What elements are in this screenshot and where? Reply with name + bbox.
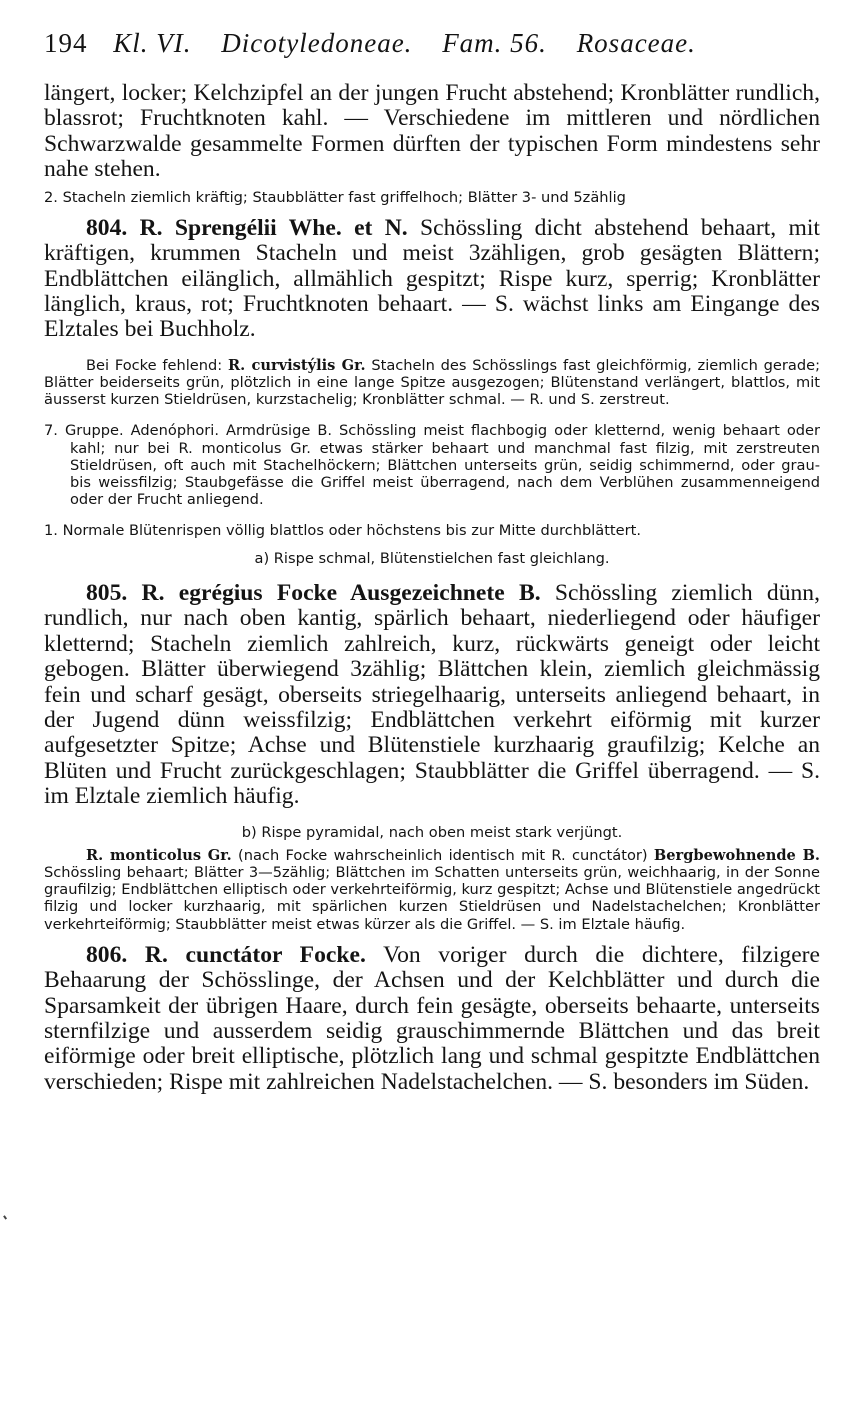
page-number: 194 bbox=[44, 28, 88, 58]
species-804-description: Schössling dicht abstehend behaart, mit kräftigen, krummen Stacheln und meist 3zähligen, grob gesägten Blättern; Endblättchen eilänglich, allmählich gespitzt; Rispe kurz, sperrig; Kronblätter länglich, kraus, rot; Fruchtknoten behaart. — S. wächst links am Eingange des Elztales bei Buchholz. bbox=[44, 214, 820, 343]
species-806 bbox=[44, 943, 820, 1095]
species-804 bbox=[44, 216, 820, 343]
book-page bbox=[44, 28, 820, 1095]
group-7: 7. Gruppe. Adenóphori. Armdrüsige B. Schössling meist flachbogig oder kletternd, wenig behaart oder kahl; nur bei R. monticolus Gr. etwas stärker behaart und manchmal fast filzig, mit zerstreuten Stieldrüsen, oft auch mit Stachelhöckern; Blättchen unterseits grün, seidig schimmernd, oder grau- bis weissfilzig; Staubgefässe die Griffel meist überragend, nach dem Verblühen zusammenneigend oder der Frucht anliegend. bbox=[44, 422, 820, 509]
note-monticolus bbox=[44, 847, 820, 933]
family-number: Fam. 56. bbox=[442, 28, 547, 58]
species-806-description: Von voriger durch die dichtere, filzigere Behaarung der Schösslinge, der Achsen und der Kelchblätter und durch die Sparsamkeit der übrigen Haare, durch fein gesägte, oberseits behaarte, unterseits sternfilzige und ausserdem seidig grauschimmernde Blättchen und das breit eiförmige oder breit elliptische, plötzlich lang und schmal gespitzte Endblättchen verschieden; Rispe mit zahlreichen Nadelstachelchen. — S. besonders im Süden. bbox=[44, 941, 820, 1095]
monticolus-name: R. monticolus Gr. bbox=[86, 846, 232, 864]
key-item-2: 2. Stacheln ziemlich kräftig; Staubblätter fast griffelhoch; Blätter 3- und 5zählig bbox=[44, 188, 626, 206]
bergbewohnende-name: Bergbewohnende B. bbox=[653, 846, 820, 864]
monticolus-synonym-note: (nach Focke wahrscheinlich identisch mit R. cunctátor) bbox=[231, 846, 654, 864]
key-item-1: 1. Normale Blütenrispen völlig blattlos oder höchstens bis zur Mitte durchblättert. bbox=[44, 522, 641, 540]
running-header bbox=[44, 28, 820, 59]
species-805 bbox=[44, 581, 820, 810]
curvistylis-name: R. curvistýlis Gr. bbox=[228, 356, 366, 374]
species-805-name: 805. R. egrégius Focke Ausgezeichnete B. bbox=[86, 579, 541, 606]
key-item-b: b) Rispe pyramidal, nach oben meist stark verjüngt. bbox=[241, 823, 623, 841]
family-name: Rosaceae. bbox=[576, 28, 696, 58]
note-curvistylis bbox=[44, 357, 820, 409]
monticolus-description: Schössling behaart; Blätter 3—5zählig; Blättchen im Schatten unterseits grün, weichhaarig, in der Sonne graufilzig; Endblättchen elliptisch oder verkehrteiförmig, kurz gespitzt; Achse und Blütenstiele angedrückt filzig und locker kurzhaarig, mit spärlichen kurzen Stieldrüsen und Nadelstachelchen; Kronblätter verkehrteiförmig; Staubblätter meist etwas kürzer als die Griffel. — S. im Elztale häufig. bbox=[44, 863, 820, 933]
class-label: Kl. VI. bbox=[113, 28, 192, 58]
key-item-a: a) Rispe schmal, Blütenstielchen fast gleichlang. bbox=[254, 549, 610, 567]
species-804-name: 804. R. Sprengélii Whe. et N. bbox=[86, 214, 408, 241]
margin-ink-mark bbox=[3, 1208, 17, 1219]
group-label: Dicotyledoneae. bbox=[221, 28, 413, 58]
species-805-description: Schössling ziemlich dünn, rundlich, nur nach oben kantig, spärlich behaart, niederliegend oder häufiger kletternd; Stacheln ziemlich zahlreich, kurz, rückwärts geneigt oder leicht gebogen. Blätter überwiegend 3zählig; Blättchen klein, ziemlich gleichmässig fein und scharf gesägt, oberseits striegelhaarig, unterseits anliegend behaart, in der Jugend dünn weissfilzig; Endblättchen verkehrt eiförmig mit kurzer aufgesetzter Spitze; Achse und Blütenstiele kurzhaarig graufilzig; Kelche an Blüten und Frucht zurückgeschlagen; Staubblätter die Griffel überragend. — S. im Elztale ziemlich häufig. bbox=[44, 579, 820, 810]
focke-intro: Bei Focke fehlend: bbox=[86, 356, 228, 374]
species-806-name: 806. R. cunctátor Focke. bbox=[86, 941, 366, 968]
curvistylis-description: Stacheln des Schösslings fast gleichförmig, ziemlich gerade; Blätter beiderseits grün, plötzlich in eine lange Spitze ausgezogen; Blütenstand verlängert, blattlos, mit äusserst kurzen Stieldrüsen, kurzstachelig; Kronblätter schmal. — R. und S. zerstreut. bbox=[44, 356, 820, 409]
continuation-paragraph: längert, locker; Kelchzipfel an der jungen Frucht abstehend; Kronblätter rundlich, blassrot; Fruchtknoten kahl. — Verschiedene im mittleren und nördlichen Schwarzwalde gesammelte Formen dürften der typischen Form mindestens sehr nahe stehen. bbox=[44, 80, 820, 183]
